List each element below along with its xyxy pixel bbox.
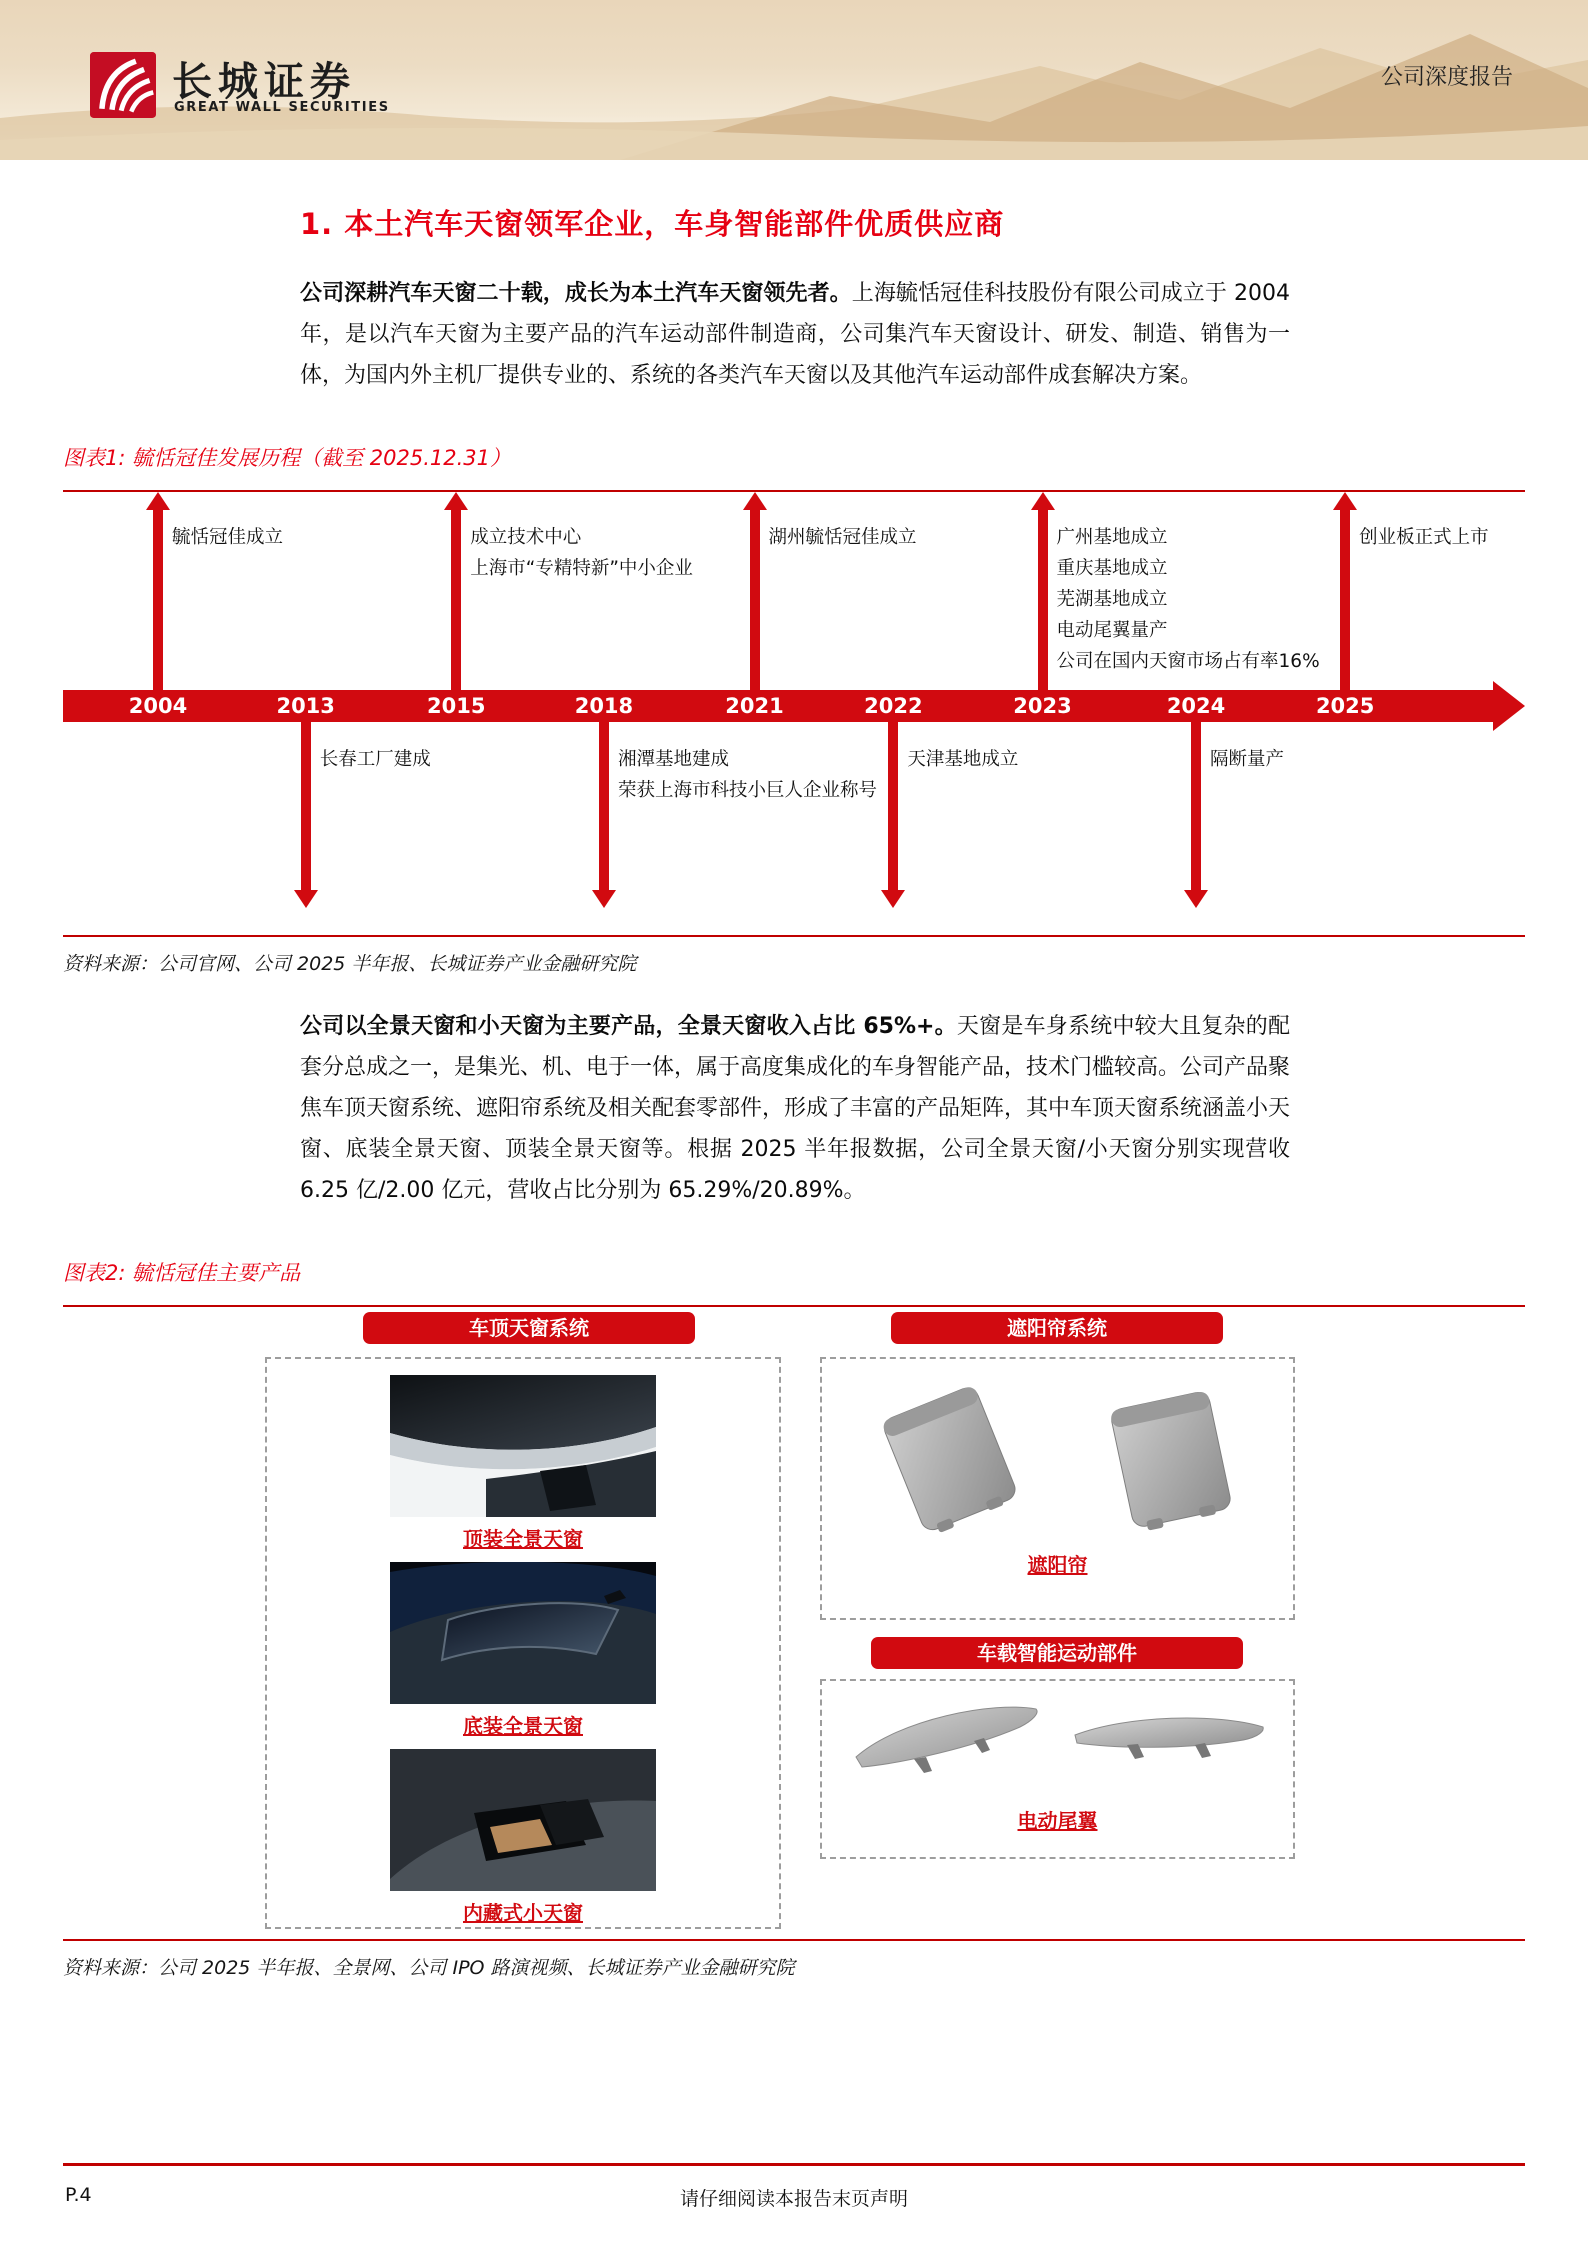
electric-spoiler-image [1067, 1695, 1272, 1795]
timeline-axis-arrowhead [1493, 681, 1525, 731]
page-footer [63, 2163, 1525, 2226]
smart-motion-parts-box [820, 1679, 1295, 1859]
built-in-small-sunroof-image [390, 1749, 656, 1891]
paragraph-lead: 公司以全景天窗和小天窗为主要产品，全景天窗收入占比 65%+。 [300, 1014, 957, 1039]
product-item [390, 1375, 656, 1552]
event-line: 创业板正式上市 [1359, 527, 1489, 548]
timeline-year-2021: 2021 [725, 694, 784, 718]
roof-sunroof-system-header: 车顶天窗系统 [363, 1312, 695, 1344]
event-line: 湖州毓恬冠佳成立 [768, 527, 917, 548]
timeline-event-2004 [172, 522, 283, 553]
sunshade-panel-image [855, 1385, 1040, 1535]
bottom-mounted-panoramic-sunroof-label: 底装全景天窗 [463, 1714, 583, 1738]
event-line: 湘潭基地建成 [617, 749, 729, 770]
event-line: 公司在国内天窗市场占有率16% [1056, 651, 1320, 672]
figure1-timeline [63, 490, 1525, 937]
event-line: 上海市“专精特新”中小企业 [470, 558, 693, 579]
figure2-source: 资料来源：公司 2025 半年报、全景网、公司 IPO 路演视频、长城证券产业金融研究院 [63, 1957, 795, 1979]
paragraph-company-intro [300, 273, 1290, 396]
figure2-caption: 图表2: 毓恬冠佳主要产品 [63, 1261, 301, 1285]
logo-company-name-en: GREAT WALL SECURITIES [174, 100, 390, 115]
timeline-event-2023 [1057, 522, 1320, 677]
timeline-year-2023: 2023 [1013, 694, 1072, 718]
great-wall-logo-icon [90, 52, 156, 118]
page-header [0, 0, 1588, 160]
page-number: P.4 [65, 2184, 92, 2206]
timeline-event-2015 [470, 522, 693, 584]
event-line: 广州基地成立 [1056, 527, 1168, 548]
logo-company-name: 长城证券 [172, 59, 356, 105]
timeline-event-2024 [1210, 744, 1284, 775]
sunshade-label: 遮阳帘 [1027, 1553, 1088, 1577]
event-line: 成立技术中心 [470, 527, 582, 548]
top-mounted-panoramic-sunroof-image [390, 1375, 656, 1517]
event-line: 天津基地成立 [907, 749, 1019, 770]
paragraph-body: 上海毓恬冠佳科技股份有限公司成立于 2004 年，是以汽车天窗为主要产品的汽车运动部件制造商，公司集汽车天窗设计、研发、制造、销售为一体，为国内外主机厂提供专业的、系统的各类汽车天窗以及其他汽车运动部件成套解决方案。 [300, 281, 1290, 388]
figure2-products [63, 1305, 1525, 1941]
bottom-mounted-panoramic-sunroof-image [390, 1562, 656, 1704]
paragraph-products [300, 1006, 1290, 1211]
product-item [390, 1749, 656, 1926]
event-line: 重庆基地成立 [1056, 558, 1168, 579]
timeline-year-2004: 2004 [128, 694, 188, 718]
sunshade-box [820, 1357, 1295, 1620]
timeline-event-2021 [769, 522, 917, 553]
timeline-year-2024: 2024 [1166, 694, 1226, 718]
timeline-year-2015: 2015 [427, 694, 486, 718]
built-in-small-sunroof-label: 内藏式小天窗 [463, 1901, 583, 1925]
section-title: 1. 本土汽车天窗领军企业，车身智能部件优质供应商 [300, 207, 1005, 241]
timeline-year-2018: 2018 [574, 694, 634, 718]
report-type-label: 公司深度报告 [1380, 65, 1513, 90]
timeline-year-2022: 2022 [864, 694, 923, 718]
top-mounted-panoramic-sunroof-label: 顶装全景天窗 [463, 1527, 583, 1551]
footer-disclaimer: 请仔细阅读本报告末页声明 [679, 2188, 909, 2210]
event-line: 芜湖基地成立 [1056, 589, 1168, 610]
event-line: 毓恬冠佳成立 [172, 527, 284, 548]
paragraph-lead: 公司深耕汽车天窗二十载，成长为本土汽车天窗领先者。 [300, 281, 852, 306]
timeline-event-2022 [907, 744, 1018, 775]
timeline-event-2018 [618, 744, 877, 806]
roof-sunroof-box [265, 1357, 781, 1929]
timeline-year-2025: 2025 [1315, 694, 1375, 718]
sunshade-panel-image [1076, 1385, 1261, 1535]
sunshade-system-header: 遮阳帘系统 [891, 1312, 1223, 1344]
paragraph-body: 天窗是车身系统中较大且复杂的配套分总成之一，是集光、机、电于一体，属于高度集成化的车身智能产品，技术门槛较高。公司产品聚焦车顶天窗系统、遮阳帘系统及相关配套零部件，形成了丰富的产品矩阵，其中车顶天窗系统涵盖小天窗、底装全景天窗、顶装全景天窗等。根据 2025 半年报数据，公司全景天窗/小天窗分别实现营收 6.25 亿/2.00 亿元，营收占比分别为 65.29%/20.89%。 [300, 1014, 1291, 1203]
event-line: 电动尾翼量产 [1056, 620, 1168, 641]
timeline-event-2013 [320, 744, 431, 775]
electric-spoiler-image [844, 1695, 1049, 1795]
electric-spoiler-label: 电动尾翼 [1017, 1809, 1098, 1833]
figure1-caption: 图表1: 毓恬冠佳发展历程（截至 2025.12.31） [63, 446, 512, 470]
event-line: 荣获上海市科技小巨人企业称号 [617, 780, 877, 801]
timeline-event-2025 [1359, 522, 1489, 553]
timeline-year-2013: 2013 [276, 694, 335, 718]
event-line: 隔断量产 [1210, 749, 1285, 770]
product-item [390, 1562, 656, 1739]
figure1-source: 资料来源：公司官网、公司 2025 半年报、长城证券产业金融研究院 [63, 953, 637, 975]
event-line: 长春工厂建成 [319, 749, 431, 770]
smart-motion-parts-header: 车载智能运动部件 [871, 1637, 1243, 1669]
